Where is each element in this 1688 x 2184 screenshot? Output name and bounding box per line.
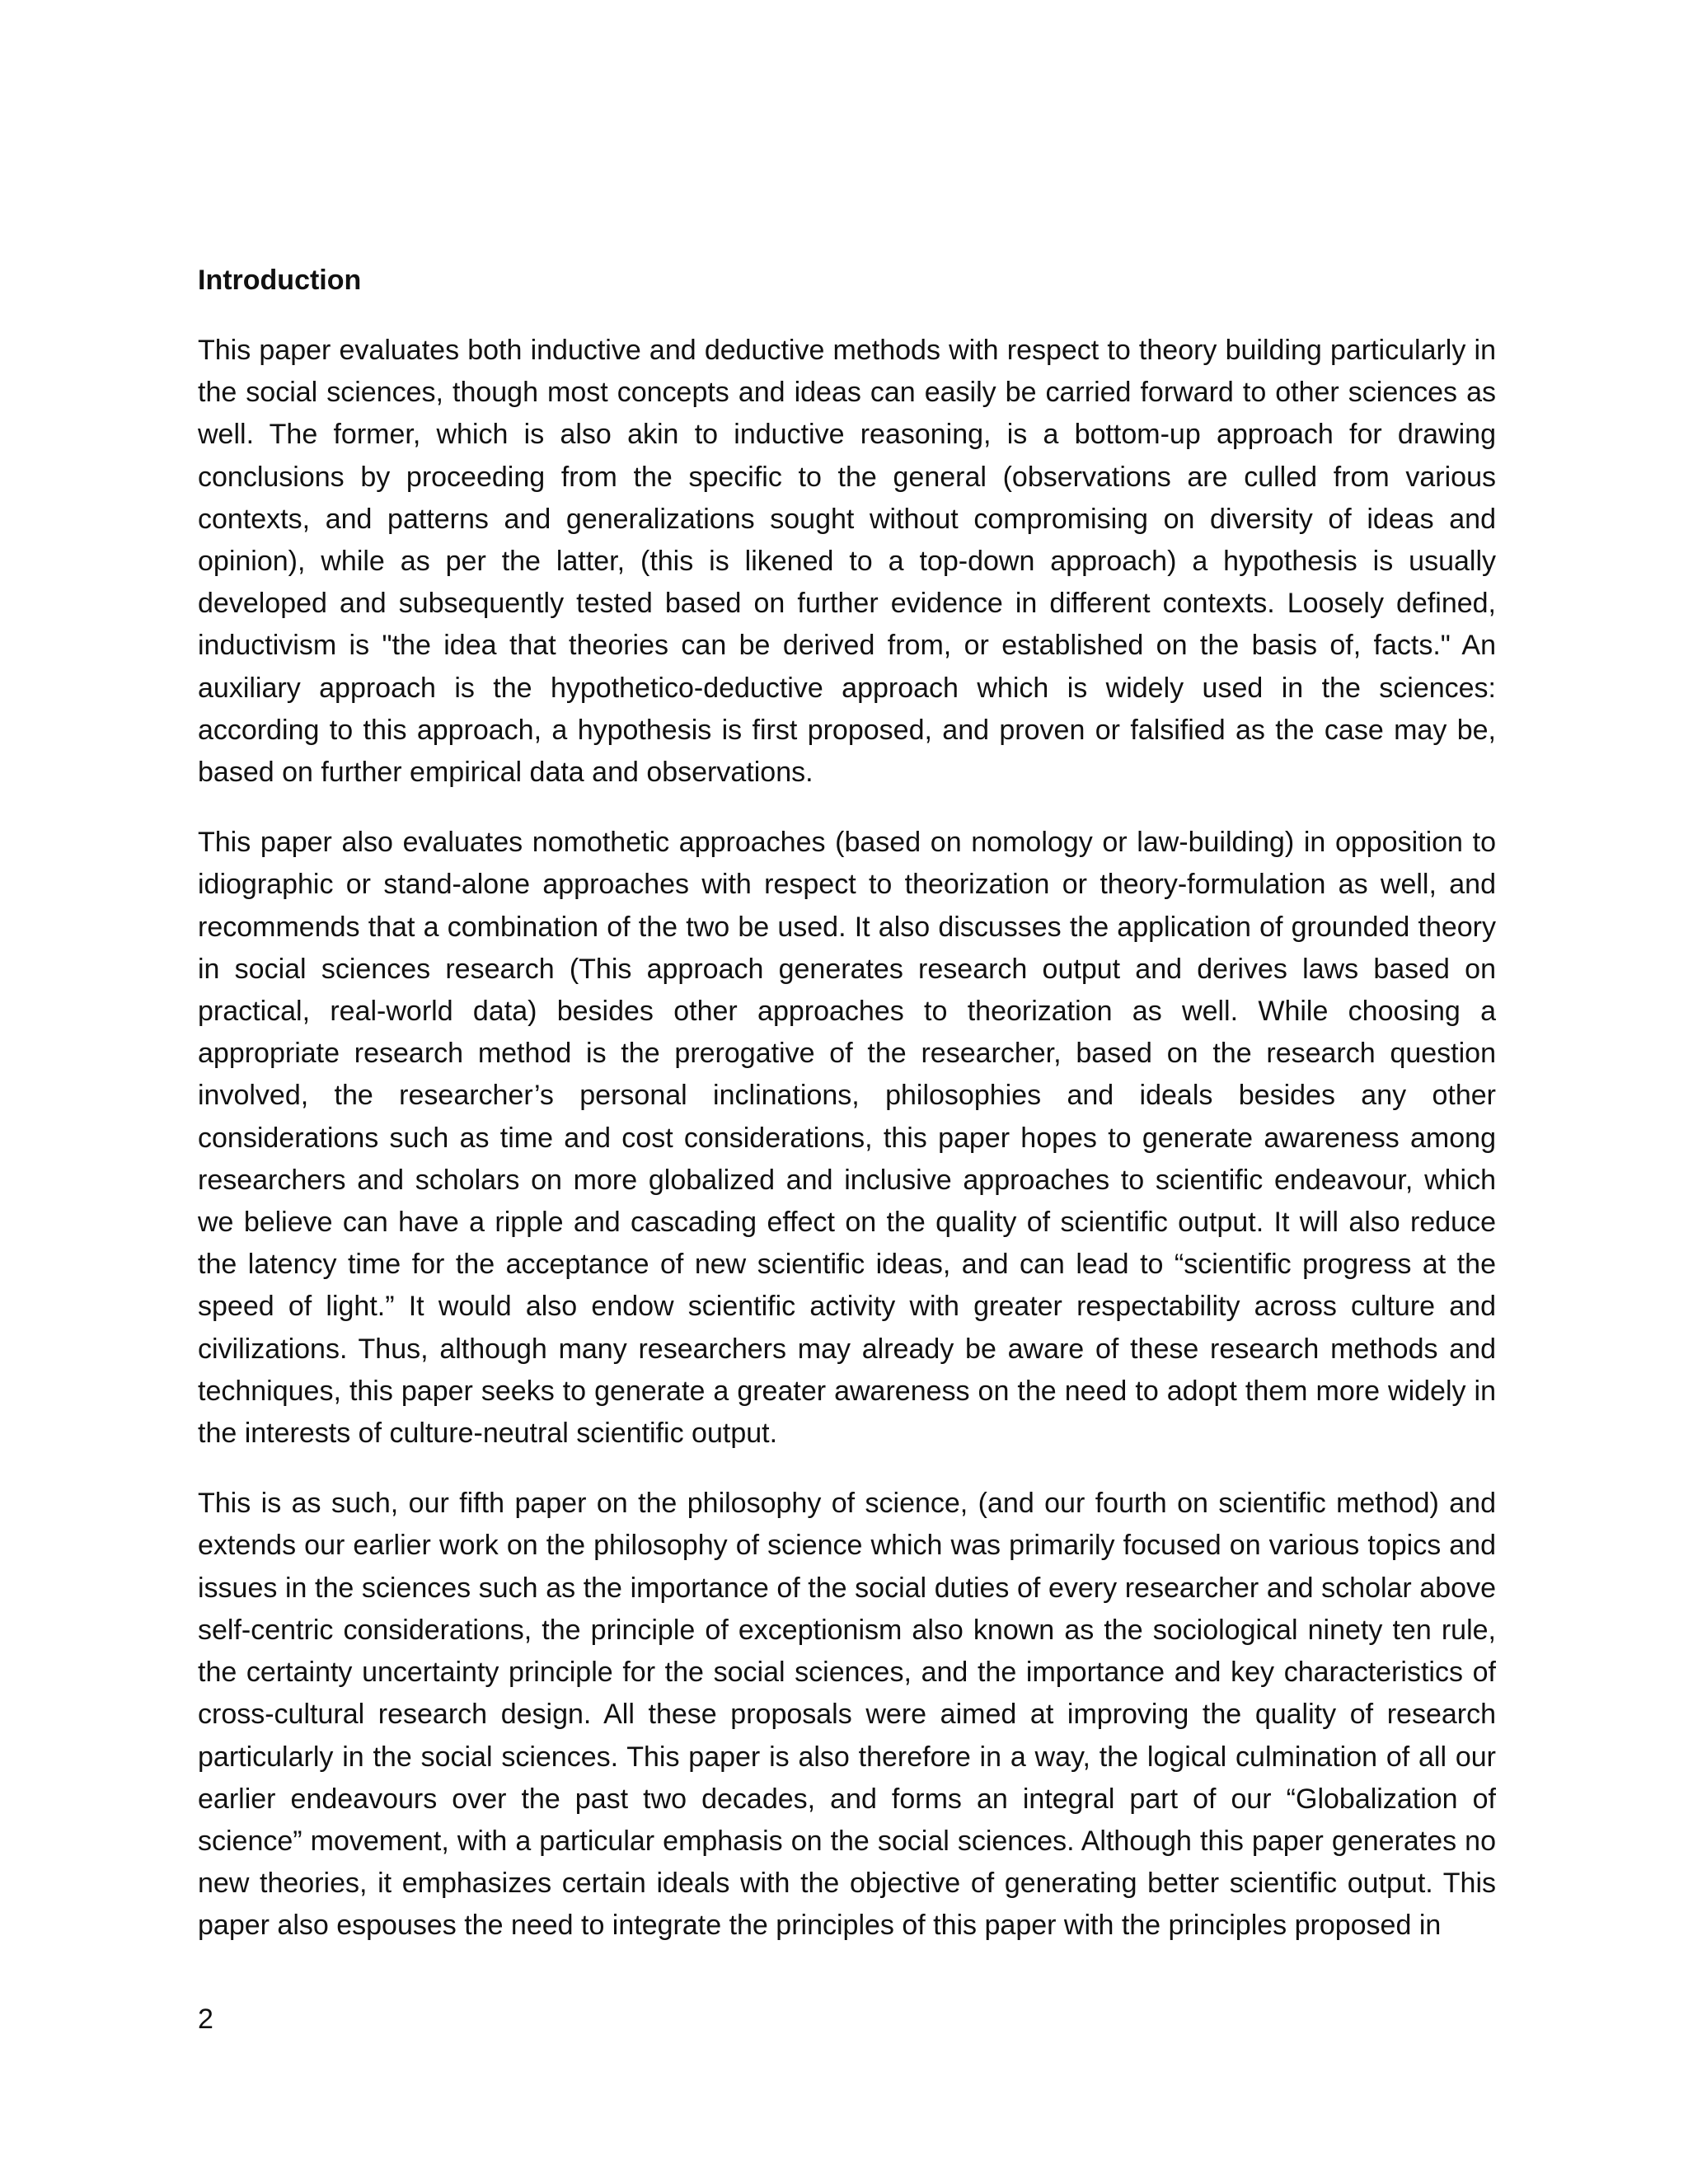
paragraph-1: This paper evaluates both inductive and deductive methods with respect to theory building particularly in the social sciences, though most concepts and ideas can easily be carried forward to other sciences as well. The former, which is also akin to inductive reasoning, is a bottom-up approach for drawing conclusions by proceeding from the specific to the general (observations are culled from various contexts, and patterns and generalizations sought without compromising on diversity of ideas and opinion), while as per the latter, (this is likened to a top-down approach) a hypothesis is usually developed and subsequently tested based on further evidence in different contexts. Loosely defined, inductivism is "the idea that theories can be derived from, or established on the basis of, facts." An auxiliary approach is the hypothetico-deductive approach which is widely used in the sciences: according to this approach, a hypothesis is first proposed, and proven or falsified as the case may be, based on further empirical data and observations. bbox=[198, 335, 1496, 789]
document-body bbox=[198, 262, 1496, 1975]
page-number: 2 bbox=[198, 2004, 213, 2035]
paragraph-2: This paper also evaluates nomothetic approaches (based on nomology or law-building) in opposition to idiographic or stand-alone approaches with respect to theorization or theory-formulation as well, and recommends that a combination of the two be used. It also discusses the application of grounded theory in social sciences research (This approach generates research output and derives laws based on practical, real-world data) besides other approaches to theorization as well. While choosing a appropriate research method is the prerogative of the researcher, based on the research question involved, the researcher’s personal inclinations, philosophies and ideals besides any other considerations such as time and cost considerations, this paper hopes to generate awareness among researchers and scholars on more globalized and inclusive approaches to scientific endeavour, which we believe can have a ripple and cascading effect on the quality of scientific output. It will also reduce the latency time for the acceptance of new scientific ideas, and can lead to “scientific progress at the speed of light.” It would also endow scientific activity with greater respectability across culture and civilizations. Thus, although many researchers may already be aware of these research methods and techniques, this paper seeks to generate a greater awareness on the need to adopt them more widely in the interests of culture-neutral scientific output. bbox=[198, 827, 1496, 1450]
section-heading: Introduction bbox=[198, 265, 362, 296]
paragraph-3: This is as such, our fifth paper on the philosophy of science, (and our fourth on scientific method) and extends our earlier work on the philosophy of science which was primarily focused on various topics and issues in the sciences such as the importance of the social duties of every researcher and scholar above self-centric considerations, the principle of exceptionism also known as the sociological ninety ten rule, the certainty uncertainty principle for the social sciences, and the importance and key characteristics of cross-cultural research design. All these proposals were aimed at improving the quality of research particularly in the social sciences. This paper is also therefore in a way, the logical culmination of all our earlier endeavours over the past two decades, and forms an integral part of our “Globalization of science” movement, with a particular emphasis on the social sciences. Although this paper generates no new theories, it emphasizes certain ideals with the objective of generating better scientific output. This paper also espouses the need to integrate the principles of this paper with the principles proposed in bbox=[198, 1488, 1496, 1942]
